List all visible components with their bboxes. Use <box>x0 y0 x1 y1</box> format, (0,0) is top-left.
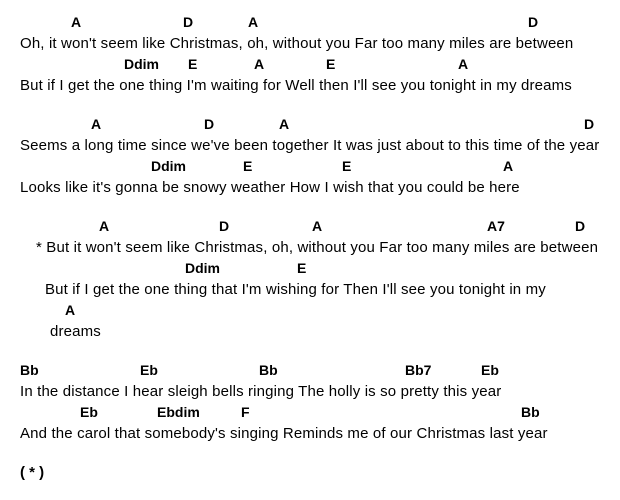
chord-label: A <box>65 302 76 318</box>
chord-label: Eb <box>481 362 499 378</box>
repeat-chorus-marker: ( * ) <box>20 464 45 481</box>
lyric-line: * But it won't seem like Christmas, oh, without you Far too many miles are between <box>36 239 599 256</box>
chord-label: Ebdim <box>157 404 200 420</box>
chord-label: Bb <box>521 404 540 420</box>
chord-label: A <box>279 116 290 132</box>
section-bridge <box>0 360 620 444</box>
chord-label: D <box>575 218 586 234</box>
chord-label: Eb <box>140 362 158 378</box>
section-verse-1 <box>0 12 620 96</box>
chord-line <box>0 156 620 177</box>
chord-label: Ddim <box>151 158 186 174</box>
chord-label: A7 <box>487 218 505 234</box>
chord-label: A <box>91 116 102 132</box>
chord-label: A <box>458 56 469 72</box>
lyric-line: But if I get the one thing that I'm wishing for Then I'll see you tonight in my <box>45 281 546 298</box>
chord-line <box>0 300 620 321</box>
chord-label: E <box>297 260 307 276</box>
chord-label: Ddim <box>185 260 220 276</box>
chord-line <box>0 360 620 381</box>
chord-label: Ddim <box>124 56 159 72</box>
chord-line <box>0 12 620 33</box>
chord-label: D <box>219 218 230 234</box>
chord-line <box>0 54 620 75</box>
chord-label: A <box>503 158 514 174</box>
chord-label: F <box>241 404 250 420</box>
lyric-line: And the carol that somebody's singing Reminds me of our Christmas last year <box>20 425 548 442</box>
chord-label: E <box>243 158 253 174</box>
lyric-line: Seems a long time since we've been together It was just about to this time of the year <box>20 137 600 154</box>
chord-label: A <box>71 14 82 30</box>
chord-line <box>0 216 620 237</box>
lyric-line: Oh, it won't seem like Christmas, oh, without you Far too many miles are between <box>20 35 574 52</box>
section-chorus <box>0 216 620 342</box>
chord-label: A <box>254 56 265 72</box>
chord-line <box>0 114 620 135</box>
chord-label: A <box>99 218 110 234</box>
chord-label: Bb7 <box>405 362 432 378</box>
lyric-line: But if I get the one thing I'm waiting for Well then I'll see you tonight in my dreams <box>20 77 572 94</box>
chord-label: D <box>183 14 194 30</box>
chord-label: D <box>584 116 595 132</box>
chord-label: A <box>312 218 323 234</box>
chord-label: E <box>326 56 336 72</box>
lyric-line: dreams <box>50 323 101 340</box>
chord-label: Bb <box>259 362 278 378</box>
chord-label: Bb <box>20 362 39 378</box>
chord-label: Eb <box>80 404 98 420</box>
song-sections <box>0 12 620 444</box>
chord-label: D <box>204 116 215 132</box>
lyric-line: Looks like it's gonna be snowy weather How I wish that you could be here <box>20 179 520 196</box>
chord-label: E <box>342 158 352 174</box>
chord-line <box>0 402 620 423</box>
chord-label: E <box>188 56 198 72</box>
section-verse-2 <box>0 114 620 198</box>
chord-line <box>0 258 620 279</box>
chord-label: A <box>248 14 259 30</box>
lyric-line: In the distance I hear sleigh bells ringing The holly is so pretty this year <box>20 383 502 400</box>
chord-label: D <box>528 14 539 30</box>
